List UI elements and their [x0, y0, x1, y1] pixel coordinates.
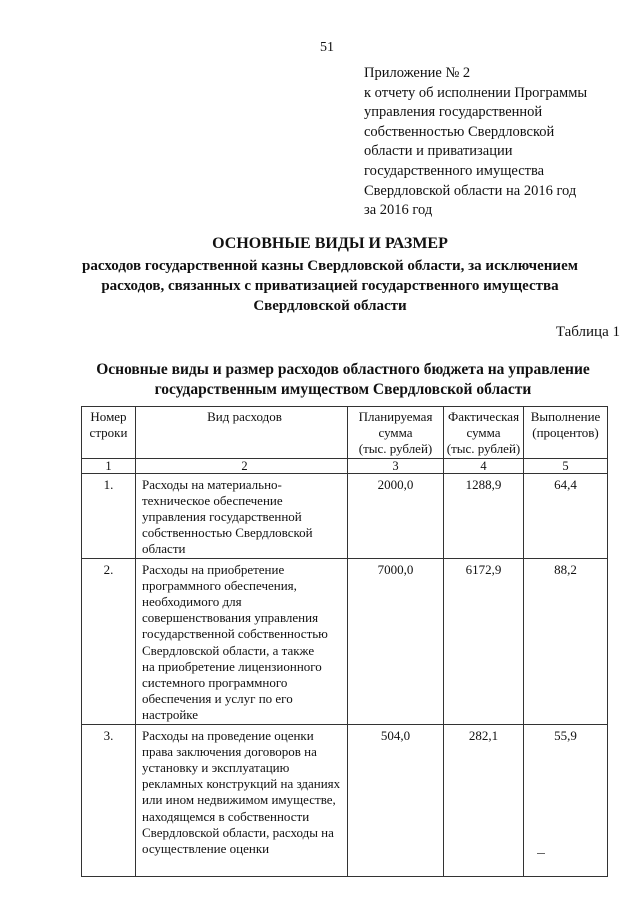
column-number-row	[82, 458, 608, 473]
appendix-line: за 2016 год	[364, 202, 433, 219]
header-cell-row-number: Номер строки	[82, 407, 136, 459]
appendix-line: области и приватизации	[364, 143, 513, 160]
header-cell-percent: Выполнение (процентов)	[524, 407, 608, 459]
table-row	[82, 473, 608, 558]
appendix-line: Свердловской области на 2016 год	[364, 182, 577, 199]
title-line: расходов, связанных с приватизацией государственного имущества	[101, 278, 559, 294]
appendix-line: собственностью Свердловской	[364, 123, 555, 140]
row-number: 3.	[82, 724, 136, 876]
execution-percent: 64,4	[524, 473, 608, 558]
scan-artifact	[537, 853, 545, 854]
execution-percent: 55,9	[524, 724, 608, 876]
table-title-line: Основные виды и размер расходов областного бюджета на управление	[96, 361, 590, 378]
table-label: Таблица 1	[555, 324, 620, 340]
table-title-line: государственным имуществом Свердловской области	[154, 381, 532, 398]
actual-amount: 6172,9	[444, 558, 524, 724]
row-number: 2.	[82, 558, 136, 724]
planned-amount: 7000,0	[348, 558, 444, 724]
expenses-table	[81, 406, 608, 877]
title-line: Свердловской области	[253, 298, 407, 314]
appendix-line: государственного имущества	[364, 162, 545, 179]
table-row	[82, 558, 608, 724]
header-cell-actual: Фактическая сумма (тыс. рублей)	[444, 407, 524, 459]
appendix-line: к отчету об исполнении Программы	[364, 84, 588, 101]
expense-description: Расходы на материально- техническое обеспечение управления государственной собственностью Свердловской области	[136, 473, 348, 558]
title-line: расходов государственной казны Свердловской области, за исключением	[82, 258, 578, 274]
appendix-line: управления государственной	[364, 104, 543, 121]
title-line: ОСНОВНЫЕ ВИДЫ И РАЗМЕР	[212, 235, 448, 252]
appendix-line: Приложение № 2	[364, 65, 471, 81]
page-number: 51	[320, 40, 334, 55]
row-number: 1.	[82, 473, 136, 558]
expense-description: Расходы на проведение оценки права заключения договоров на установку и эксплуатацию рекламных конструкций на зданиях или ином недвижимом имуществе, находящемся в собственности Свердловской области, расходы на осуществление оценки	[136, 724, 348, 876]
appendix-heading	[364, 64, 624, 221]
column-number: 2	[136, 458, 348, 473]
header-cell-planned: Планируемая сумма (тыс. рублей)	[348, 407, 444, 459]
table-title	[40, 360, 640, 400]
column-number: 3	[348, 458, 444, 473]
document-title	[40, 234, 620, 316]
column-number: 5	[524, 458, 608, 473]
planned-amount: 504,0	[348, 724, 444, 876]
actual-amount: 282,1	[444, 724, 524, 876]
planned-amount: 2000,0	[348, 473, 444, 558]
column-number: 1	[82, 458, 136, 473]
execution-percent: 88,2	[524, 558, 608, 724]
table-header-row	[82, 407, 608, 459]
table-row	[82, 724, 608, 876]
header-cell-expense-type: Вид расходов	[136, 407, 348, 459]
actual-amount: 1288,9	[444, 473, 524, 558]
column-number: 4	[444, 458, 524, 473]
expense-description: Расходы на приобретение программного обеспечения, необходимого для совершенствования управления государственной собственностью Свердловской области, а также на приобретение лицензионного системного программного обеспечения и услуг по его настройке	[136, 558, 348, 724]
